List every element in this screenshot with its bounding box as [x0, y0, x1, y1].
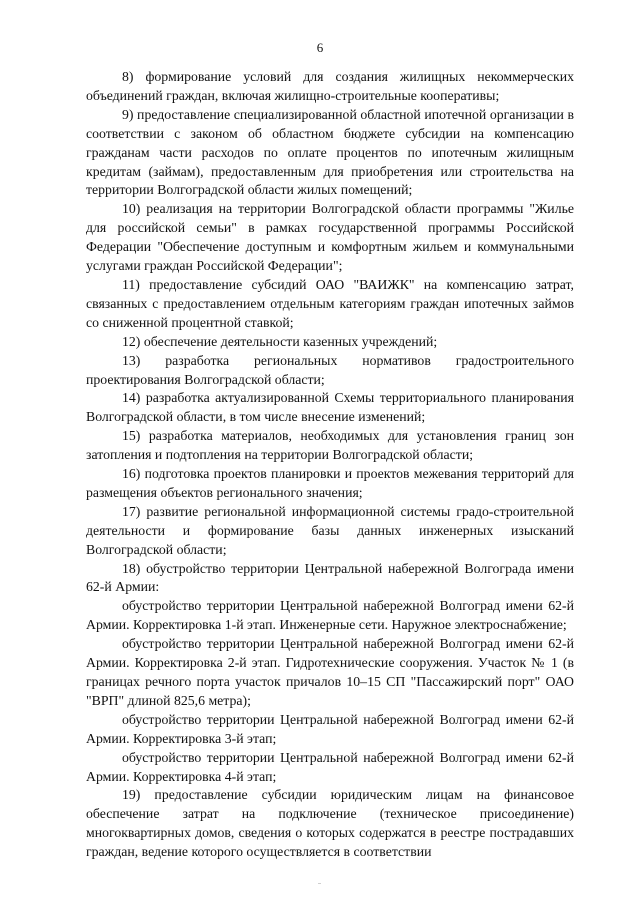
paragraph-item-16: 16) подготовка проектов планировки и проектов межевания территорий для размещения объектов регионального значения;	[86, 466, 574, 500]
paragraph-item-11: 11) предоставление субсидий ОАО "ВАИЖК" на компенсацию затрат, связанных с предоставлением отдельным категориям граждан ипотечных займов со сниженной процентной ставкой;	[86, 276, 574, 330]
paragraph-subitem-stage-4: обустройство территории Центральной набережной Волгоград имени 62-й Армии. Корректировка 4-й этап;	[86, 749, 574, 784]
paragraph-item-19: 19) предоставление субсидии юридическим лицам на финансовое обеспечение затрат на подключение (техническое присоединение) многоквартирных домов, сведения о которых содержатся в реестре пострадавших граждан, ведение которого осуществляется в соответствии	[86, 787, 574, 860]
scan-speck	[318, 883, 321, 884]
paragraph-item-10: 10) реализация на территории Волгоградской области программы "Жилье для российской семьи" в рамках государственной программы Российской Федерации "Обеспечение доступным и комфортным жильем и коммунальными услугами граждан Российской Федерации";	[86, 201, 574, 274]
paragraph-item-8: 8) формирование условий для создания жилищных некоммерческих объединений граждан, включая жилищно-строительные кооперативы;	[86, 69, 574, 103]
paragraph-subitem-stage-2: обустройство территории Центральной набережной Волгоград имени 62-й Армии. Корректировка 2-й этап. Гидротехнические сооружения. Участок № 1 (в границах речного порта участок причалов 10–15 СП "Пассажирский порт" ОАО "ВРП" длиной 825,6 метра);	[86, 636, 574, 708]
paragraph-subitem-stage-1: обустройство территории Центральной набережной Волгоград имени 62-й Армии. Корректировка 1-й этап. Инженерные сети. Наружное электроснабжение;	[86, 598, 574, 633]
paragraph-item-14: 14) разработка актуализированной Схемы территориального планирования Волгоградской области, в том числе внесение изменений;	[86, 390, 574, 425]
paragraph-item-18: 18) обустройство территории Центральной набережной Волгограда имени 62-й Армии:	[86, 560, 574, 595]
paragraph-item-17: 17) развитие региональной информационной системы градо-строительной деятельности и формирование базы данных инженерных изысканий Волгоградской области;	[86, 503, 574, 557]
paragraph-item-12: 12) обеспечение деятельности казенных учреждений;	[122, 333, 438, 349]
paragraph-item-13: 13) разработка региональных нормативов градостроительного проектирования Волгоградской области;	[86, 352, 574, 387]
document-body	[86, 68, 574, 862]
paragraph-item-9: 9) предоставление специализированной областной ипотечной организации в соответствии с законом об областном бюджете субсидии на компенсацию гражданам части расходов по оплате процентов по ипотечным жилищным кредитам (займам), предоставленным для приобретения или строительства на территории Волгоградской области жилых помещений;	[86, 106, 574, 198]
page-number: 6	[316, 40, 324, 55]
paragraph-subitem-stage-3: обустройство территории Центральной набережной Волгоград имени 62-й Армии. Корректировка 3-й этап;	[86, 711, 574, 746]
paragraph-item-15: 15) разработка материалов, необходимых для установления границ зон затопления и подтопления на территории Волгоградской области;	[86, 428, 574, 463]
